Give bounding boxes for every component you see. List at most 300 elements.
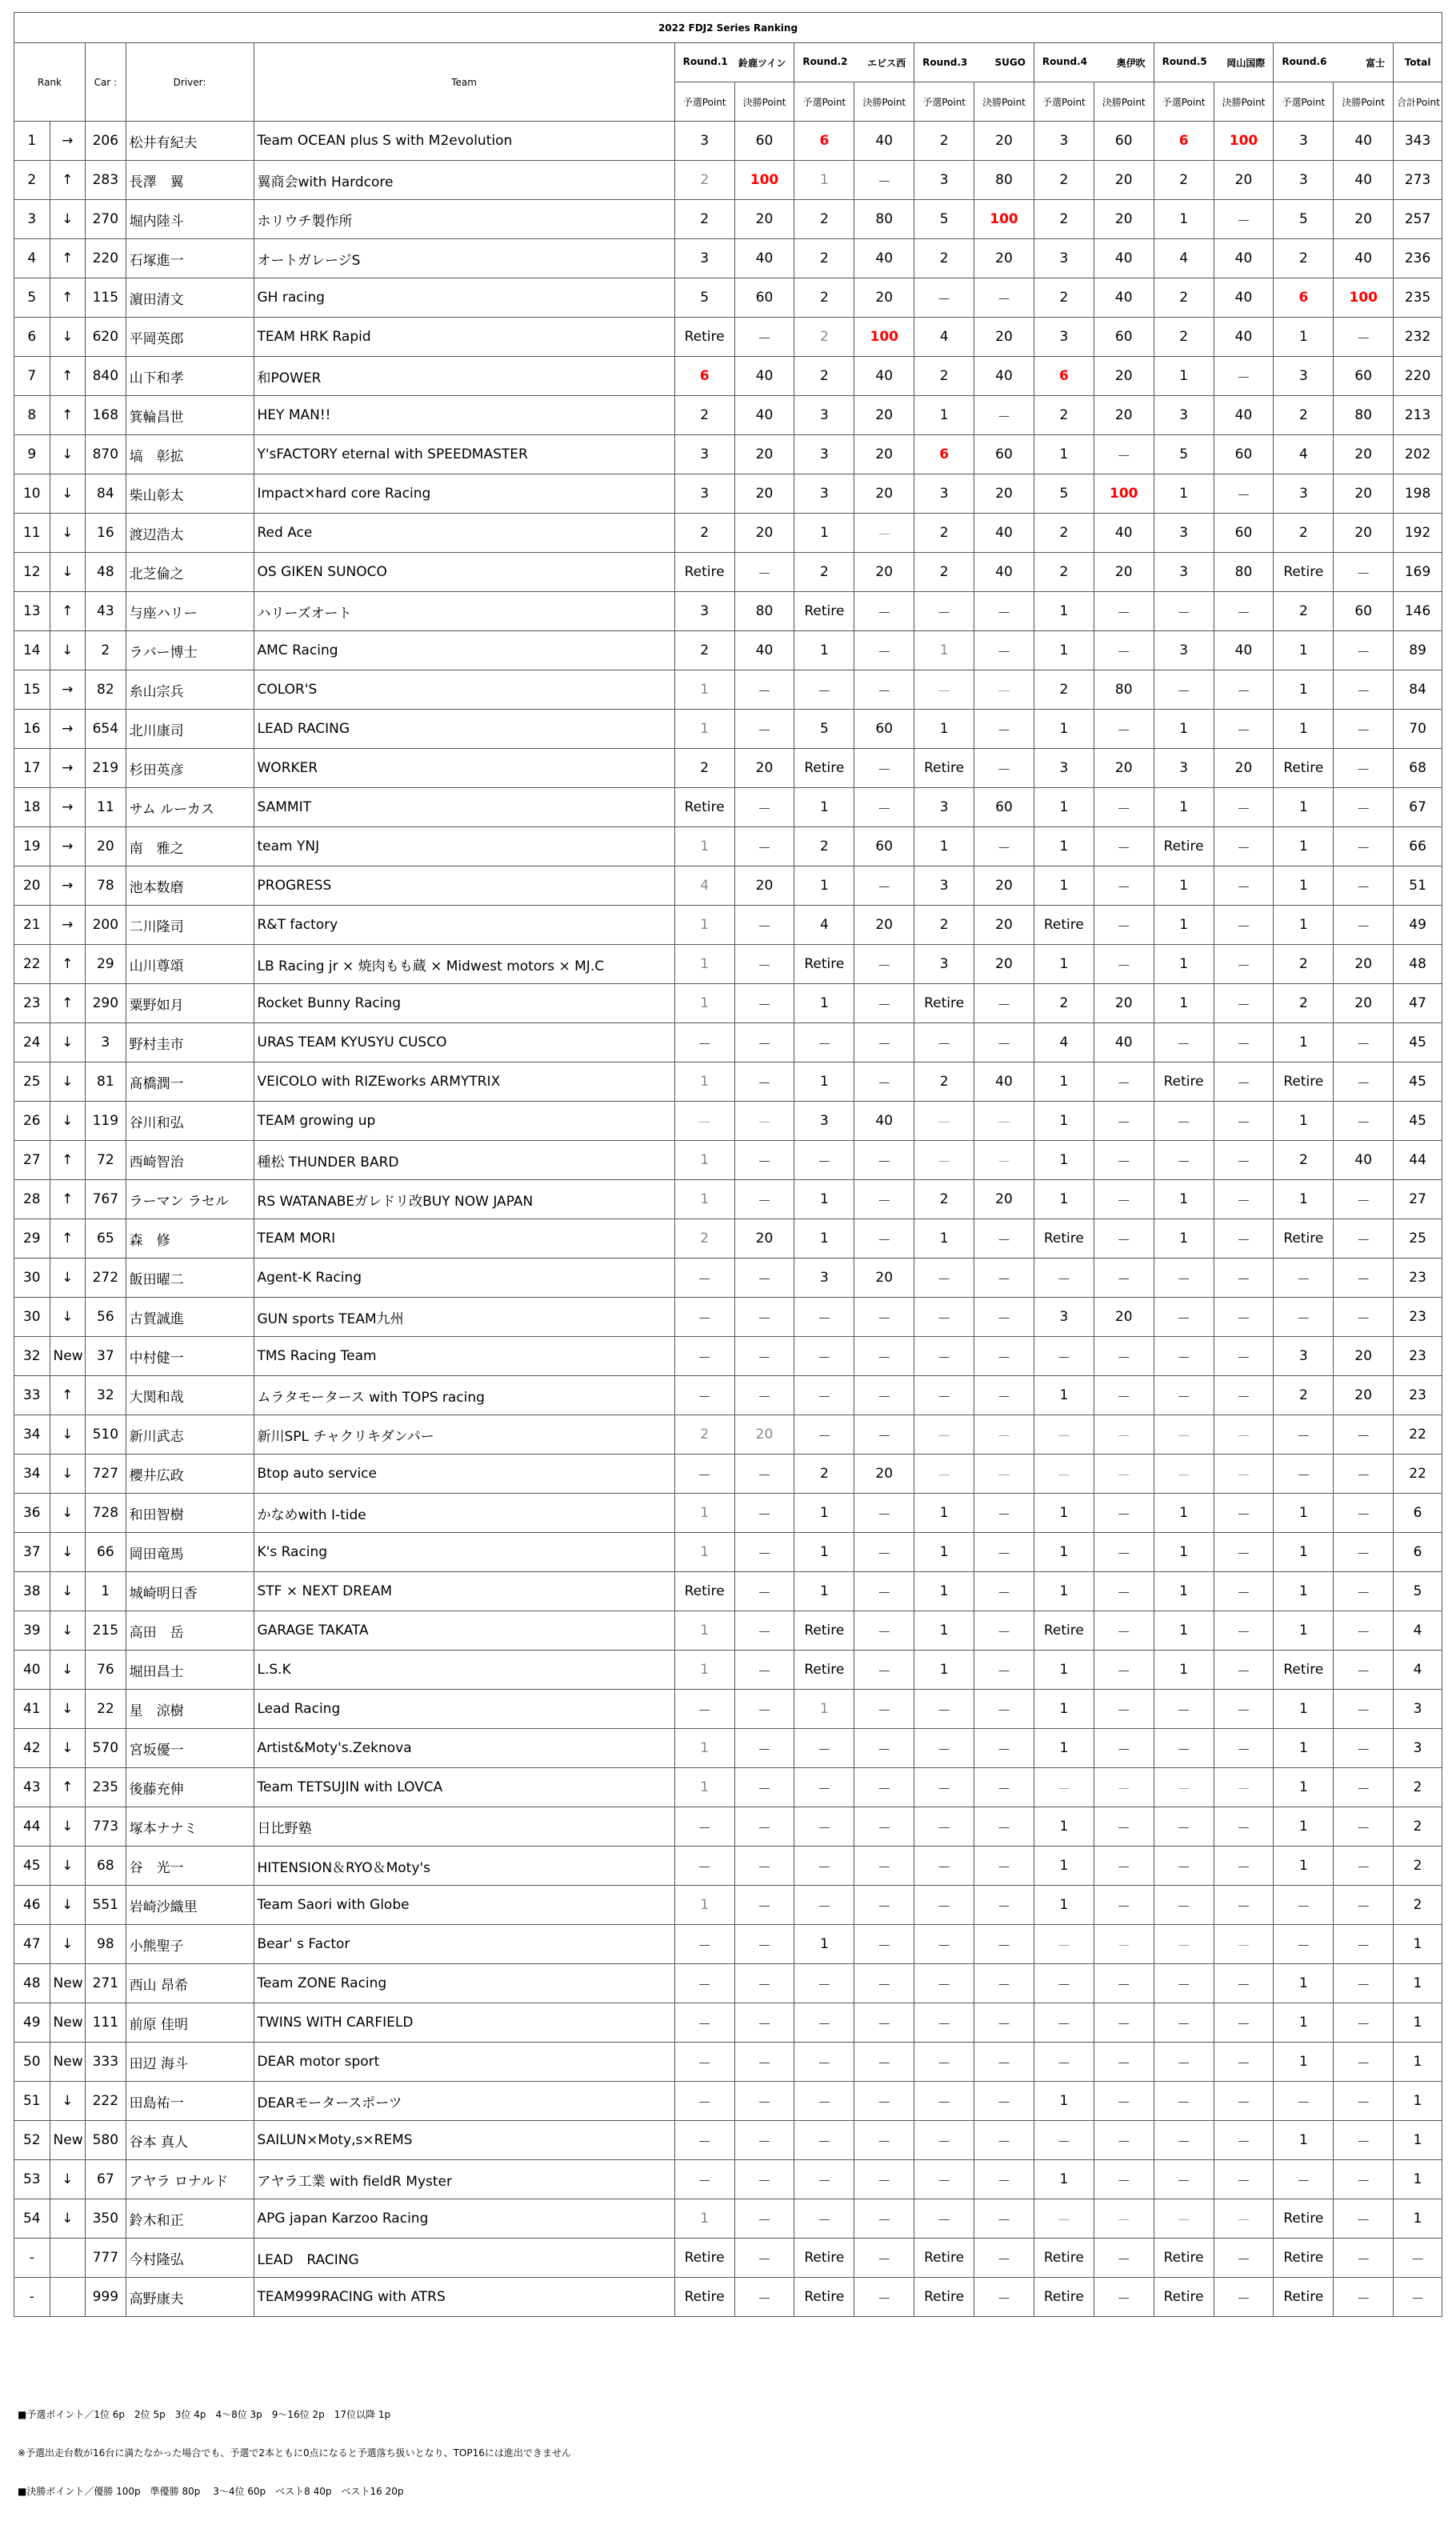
qual-point-cell: 1	[674, 1062, 734, 1102]
final-point-cell: －	[974, 1847, 1034, 1886]
final-point-cell: －	[1094, 1415, 1154, 1455]
qual-point-cell: －	[1274, 2160, 1334, 2199]
final-point-cell: －	[1334, 710, 1394, 749]
final-point-cell: －	[974, 396, 1034, 435]
round-label: Round.3	[922, 57, 968, 68]
table-row	[14, 2043, 1442, 2082]
qual-point-cell: 1	[674, 945, 734, 984]
final-point-cell: －	[1334, 1690, 1394, 1729]
team-cell: オートガレージS	[254, 239, 674, 278]
qual-point-cell: 1	[794, 788, 854, 827]
team-cell: TEAM999RACING with ATRS	[254, 2278, 674, 2317]
final-point-cell: －	[734, 2199, 794, 2239]
total-point-cell: 22	[1394, 1455, 1442, 1494]
table-row	[14, 474, 1442, 514]
table-row	[14, 1298, 1442, 1337]
total-point-cell: 45	[1394, 1023, 1442, 1062]
driver-cell: 髙橋潤一	[126, 1062, 254, 1102]
car-number-cell: 728	[86, 1494, 126, 1533]
qual-point-cell: 1	[794, 1925, 854, 1964]
qual-point-cell: 3	[1154, 514, 1214, 553]
table-row	[14, 945, 1442, 984]
qual-point-cell: 3	[1154, 749, 1214, 788]
qual-point-cell: 2	[1274, 984, 1334, 1023]
rank-cell: -	[14, 2278, 50, 2317]
qual-point-cell: 1	[914, 631, 974, 670]
qual-point-cell: 6	[914, 435, 974, 474]
qual-point-cell: －	[1034, 1415, 1094, 1455]
trend-cell: ↓	[50, 1807, 86, 1847]
final-point-cell: 60	[734, 122, 794, 161]
final-point-cell: －	[734, 670, 794, 710]
final-point-cell: －	[1214, 1729, 1274, 1768]
table-row	[14, 1102, 1442, 1141]
qual-point-cell: 2	[1154, 161, 1214, 200]
driver-cell: 古賀誠進	[126, 1298, 254, 1337]
qual-point-cell: 2	[1274, 945, 1334, 984]
final-point-cell: －	[854, 2160, 914, 2199]
final-point-cell: 20	[854, 435, 914, 474]
car-number-cell: 222	[86, 2082, 126, 2121]
qual-point-cell: －	[914, 1023, 974, 1062]
qual-point-cell: －	[794, 1847, 854, 1886]
total-point-cell: 22	[1394, 1415, 1442, 1455]
total-point-cell: －	[1394, 2239, 1442, 2278]
team-cell: Red Ace	[254, 514, 674, 553]
rank-cell: 39	[14, 1611, 50, 1651]
header-car: Car :	[86, 43, 126, 122]
rank-cell: 28	[14, 1180, 50, 1219]
qual-point-cell: 1	[914, 1494, 974, 1533]
qual-point-cell: 4	[1154, 239, 1214, 278]
qual-point-cell: －	[914, 1729, 974, 1768]
qual-point-cell: 5	[1274, 200, 1334, 239]
team-cell: LEAD RACING	[254, 710, 674, 749]
final-point-cell: －	[974, 1611, 1034, 1651]
final-point-cell: 20	[1094, 161, 1154, 200]
final-point-cell: －	[974, 1494, 1034, 1533]
car-number-cell: 620	[86, 318, 126, 357]
qual-point-cell: －	[794, 670, 854, 710]
final-point-cell: －	[1214, 2199, 1274, 2239]
rank-cell: 53	[14, 2160, 50, 2199]
car-number-cell: 68	[86, 1847, 126, 1886]
driver-cell: 塙 彰拡	[126, 435, 254, 474]
final-point-cell: －	[974, 1964, 1034, 2003]
total-point-cell: 3	[1394, 1729, 1442, 1768]
round-venue: 鈴鹿ツイン	[738, 57, 786, 69]
qual-point-cell: 1	[1154, 474, 1214, 514]
qual-point-cell: －	[1154, 1337, 1214, 1376]
final-point-cell: －	[974, 1102, 1034, 1141]
qual-point-cell: －	[1154, 1886, 1214, 1925]
final-point-cell: －	[734, 1376, 794, 1415]
trend-cell: ↓	[50, 1298, 86, 1337]
trend-cell: ↓	[50, 1455, 86, 1494]
final-point-cell: －	[1334, 749, 1394, 788]
team-cell: アヤラ工業 with fieldR Myster	[254, 2160, 674, 2199]
final-point-cell: －	[854, 1062, 914, 1102]
qual-point-cell: －	[1154, 2121, 1214, 2160]
qual-point-cell: 2	[914, 906, 974, 945]
driver-cell: 中村健一	[126, 1337, 254, 1376]
total-point-cell: 343	[1394, 122, 1442, 161]
car-number-cell: 235	[86, 1768, 126, 1807]
final-point-cell: －	[734, 1141, 794, 1180]
final-point-cell: －	[1214, 1337, 1274, 1376]
qual-point-cell: Retire	[794, 2239, 854, 2278]
qual-point-cell: 3	[914, 866, 974, 906]
trend-cell: ↓	[50, 2160, 86, 2199]
table-row	[14, 553, 1442, 592]
final-point-cell: －	[1214, 1062, 1274, 1102]
final-point-cell: －	[1334, 2160, 1394, 2199]
qual-point-cell: 2	[914, 357, 974, 396]
team-cell: TMS Racing Team	[254, 1337, 674, 1376]
qual-point-cell: 6	[1274, 278, 1334, 318]
driver-cell: 宮坂優一	[126, 1729, 254, 1768]
final-point-cell: －	[1334, 1886, 1394, 1925]
total-point-cell: 4	[1394, 1651, 1442, 1690]
final-point-cell: 20	[974, 945, 1034, 984]
final-point-cell: 40	[1094, 1023, 1154, 1062]
qual-point-cell: 1	[1034, 1141, 1094, 1180]
driver-cell: 北芝倫之	[126, 553, 254, 592]
car-number-cell: 570	[86, 1729, 126, 1768]
ranking-sheet	[14, 12, 1442, 2317]
rank-cell: 21	[14, 906, 50, 945]
qual-point-cell: 1	[674, 1729, 734, 1768]
trend-cell: →	[50, 866, 86, 906]
qual-point-cell: 1	[794, 1572, 854, 1611]
final-point-cell: －	[1214, 2043, 1274, 2082]
final-point-cell: 40	[974, 514, 1034, 553]
qual-point-cell: －	[674, 1690, 734, 1729]
final-point-cell: －	[1094, 631, 1154, 670]
final-point-cell: －	[734, 1847, 794, 1886]
qual-point-cell: Retire	[1034, 906, 1094, 945]
total-point-cell: 1	[1394, 2121, 1442, 2160]
qual-point-cell: 1	[794, 161, 854, 200]
driver-cell: 西崎智治	[126, 1141, 254, 1180]
qual-point-cell: 4	[914, 318, 974, 357]
final-point-cell: －	[854, 2121, 914, 2160]
trend-cell: →	[50, 788, 86, 827]
team-cell: 和POWER	[254, 357, 674, 396]
final-point-cell: 40	[1214, 631, 1274, 670]
qual-point-cell: Retire	[674, 553, 734, 592]
final-point-cell: －	[1094, 1651, 1154, 1690]
qual-point-cell: －	[794, 1141, 854, 1180]
car-number-cell: 272	[86, 1258, 126, 1298]
qual-point-cell: 1	[1154, 866, 1214, 906]
final-point-cell: －	[1214, 2278, 1274, 2317]
team-cell: GH racing	[254, 278, 674, 318]
header-sum-point: 合計Point	[1394, 82, 1442, 122]
note-qualifying-points: ■予選ポイント／1位 6p 2位 5p 3位 4p 4～8位 3p 9～16位 2p 17位以降 1p	[18, 2409, 391, 2420]
driver-cell: 南 雅之	[126, 827, 254, 866]
qual-point-cell: －	[674, 1023, 734, 1062]
final-point-cell: －	[1094, 2082, 1154, 2121]
car-number-cell: 111	[86, 2003, 126, 2043]
header-qual-point: 予選Point	[1274, 82, 1334, 122]
qual-point-cell: 2	[674, 631, 734, 670]
rank-cell: 2	[14, 161, 50, 200]
final-point-cell: －	[1214, 1651, 1274, 1690]
qual-point-cell: 1	[914, 1611, 974, 1651]
rank-cell: -	[14, 2239, 50, 2278]
table-row	[14, 984, 1442, 1023]
rank-cell: 10	[14, 474, 50, 514]
final-point-cell: －	[1214, 1141, 1274, 1180]
rank-cell: 49	[14, 2003, 50, 2043]
car-number-cell: 65	[86, 1219, 126, 1258]
final-point-cell: 20	[1334, 514, 1394, 553]
round-venue: 岡山国際	[1226, 57, 1266, 69]
final-point-cell: －	[1214, 1180, 1274, 1219]
final-point-cell: －	[1094, 2199, 1154, 2239]
car-number-cell: 510	[86, 1415, 126, 1455]
trend-cell: ↑	[50, 1376, 86, 1415]
final-point-cell: －	[1214, 670, 1274, 710]
qual-point-cell: 1	[1034, 1729, 1094, 1768]
trend-cell: ↓	[50, 2082, 86, 2121]
total-point-cell: 198	[1394, 474, 1442, 514]
header-round-5	[1154, 43, 1274, 82]
qual-point-cell: 4	[794, 906, 854, 945]
table-row	[14, 200, 1442, 239]
qual-point-cell: 2	[1034, 670, 1094, 710]
qual-point-cell: 3	[1154, 631, 1214, 670]
qual-point-cell: Retire	[674, 788, 734, 827]
driver-cell: 石塚進一	[126, 239, 254, 278]
trend-cell: ↑	[50, 1141, 86, 1180]
final-point-cell: －	[734, 1258, 794, 1298]
qual-point-cell: 1	[1154, 357, 1214, 396]
qual-point-cell: －	[1274, 1258, 1334, 1298]
final-point-cell: －	[1334, 2239, 1394, 2278]
total-point-cell: 49	[1394, 906, 1442, 945]
total-point-cell: 44	[1394, 1141, 1442, 1180]
qual-point-cell: －	[1154, 1415, 1214, 1455]
final-point-cell: －	[734, 1023, 794, 1062]
final-point-cell: －	[1094, 1376, 1154, 1415]
final-point-cell: －	[1214, 474, 1274, 514]
qual-point-cell: 1	[1154, 1651, 1214, 1690]
round-venue: SUGO	[994, 57, 1026, 68]
final-point-cell: －	[854, 1376, 914, 1415]
qual-point-cell: 1	[1274, 1807, 1334, 1847]
qual-point-cell: 1	[674, 1611, 734, 1651]
total-point-cell: 23	[1394, 1298, 1442, 1337]
final-point-cell: －	[734, 1533, 794, 1572]
total-point-cell: 192	[1394, 514, 1442, 553]
qual-point-cell: －	[1034, 2121, 1094, 2160]
final-point-cell: －	[1334, 1611, 1394, 1651]
driver-cell: 高田 岳	[126, 1611, 254, 1651]
final-point-cell: －	[734, 1102, 794, 1141]
qual-point-cell: －	[914, 1415, 974, 1455]
table-row	[14, 435, 1442, 474]
final-point-cell: －	[1094, 1847, 1154, 1886]
team-cell: 種松 THUNDER BARD	[254, 1141, 674, 1180]
final-point-cell: －	[854, 1533, 914, 1572]
team-cell: WORKER	[254, 749, 674, 788]
qual-point-cell: －	[674, 1807, 734, 1847]
rank-cell: 4	[14, 239, 50, 278]
total-point-cell: 1	[1394, 2160, 1442, 2199]
final-point-cell: －	[1094, 2043, 1154, 2082]
qual-point-cell: 1	[1154, 1572, 1214, 1611]
qual-point-cell: －	[1034, 1455, 1094, 1494]
team-cell: Y'sFACTORY eternal with SPEEDMASTER	[254, 435, 674, 474]
table-row	[14, 2160, 1442, 2199]
total-point-cell: 27	[1394, 1180, 1442, 1219]
total-point-cell: 220	[1394, 357, 1442, 396]
rank-cell: 50	[14, 2043, 50, 2082]
qual-point-cell: －	[914, 2082, 974, 2121]
trend-cell	[50, 2278, 86, 2317]
final-point-cell: 20	[734, 866, 794, 906]
qual-point-cell: 1	[1034, 1886, 1094, 1925]
driver-cell: 城崎明日香	[126, 1572, 254, 1611]
qual-point-cell: 1	[1274, 2121, 1334, 2160]
final-point-cell: 100	[1094, 474, 1154, 514]
final-point-cell: －	[974, 1533, 1034, 1572]
final-point-cell: －	[974, 1376, 1034, 1415]
qual-point-cell: 2	[794, 1455, 854, 1494]
driver-cell: 山川尊頌	[126, 945, 254, 984]
qual-point-cell: 2	[674, 161, 734, 200]
total-point-cell: 23	[1394, 1258, 1442, 1298]
qual-point-cell: －	[914, 1847, 974, 1886]
team-cell: Lead Racing	[254, 1690, 674, 1729]
final-point-cell: －	[1094, 788, 1154, 827]
qual-point-cell: 1	[1274, 1180, 1334, 1219]
qual-point-cell: －	[914, 2043, 974, 2082]
rank-cell: 30	[14, 1298, 50, 1337]
final-point-cell: 60	[1334, 592, 1394, 631]
final-point-cell: 20	[1334, 200, 1394, 239]
rank-cell: 11	[14, 514, 50, 553]
qual-point-cell: Retire	[674, 2278, 734, 2317]
qual-point-cell: －	[914, 1141, 974, 1180]
qual-point-cell: 2	[674, 1219, 734, 1258]
final-point-cell: 40	[1334, 161, 1394, 200]
rank-cell: 1	[14, 122, 50, 161]
trend-cell: ↓	[50, 553, 86, 592]
table-row	[14, 278, 1442, 318]
final-point-cell: －	[974, 2003, 1034, 2043]
car-number-cell: 767	[86, 1180, 126, 1219]
final-point-cell: 20	[1094, 984, 1154, 1023]
car-number-cell: 270	[86, 200, 126, 239]
total-point-cell: 2	[1394, 1807, 1442, 1847]
final-point-cell: 100	[1214, 122, 1274, 161]
qual-point-cell: 1	[1034, 1651, 1094, 1690]
qual-point-cell: Retire	[794, 1651, 854, 1690]
final-point-cell: －	[1094, 2239, 1154, 2278]
qual-point-cell: －	[674, 1376, 734, 1415]
qual-point-cell: Retire	[1274, 2278, 1334, 2317]
qual-point-cell: Retire	[1154, 827, 1214, 866]
qual-point-cell: 1	[1274, 1729, 1334, 1768]
rank-cell: 8	[14, 396, 50, 435]
note-qualifying-rule: ※予選出走台数が16台に満たなかった場合でも、予選で2本ともに0点になると予選落ち扱いとなり、TOP16には進出できません	[18, 2447, 571, 2459]
driver-cell: 谷本 真人	[126, 2121, 254, 2160]
final-point-cell: 60	[1094, 122, 1154, 161]
car-number-cell: 82	[86, 670, 126, 710]
qual-point-cell: 2	[794, 827, 854, 866]
rank-cell: 12	[14, 553, 50, 592]
car-number-cell: 48	[86, 553, 126, 592]
table-row	[14, 710, 1442, 749]
table-row	[14, 1141, 1442, 1180]
header-round-3	[914, 43, 1034, 82]
driver-cell: 杉田英彦	[126, 749, 254, 788]
final-point-cell: －	[854, 1651, 914, 1690]
final-point-cell: －	[1214, 1455, 1274, 1494]
final-point-cell: 60	[1214, 435, 1274, 474]
car-number-cell: 215	[86, 1611, 126, 1651]
qual-point-cell: Retire	[914, 749, 974, 788]
round-label: Round.5	[1162, 55, 1207, 67]
team-cell: Team Saori with Globe	[254, 1886, 674, 1925]
rank-cell: 24	[14, 1023, 50, 1062]
table-row	[14, 1062, 1442, 1102]
trend-cell: ↓	[50, 1023, 86, 1062]
final-point-cell: 20	[974, 318, 1034, 357]
driver-cell: 与座ハリー	[126, 592, 254, 631]
rank-cell: 34	[14, 1415, 50, 1455]
final-point-cell: 20	[734, 514, 794, 553]
final-point-cell: －	[1214, 1102, 1274, 1141]
qual-point-cell: －	[1274, 1925, 1334, 1964]
final-point-cell: －	[854, 1807, 914, 1847]
round-label: Round.6	[1282, 55, 1327, 67]
qual-point-cell: 1	[914, 827, 974, 866]
driver-cell: 池本数磨	[126, 866, 254, 906]
final-point-cell: －	[854, 1180, 914, 1219]
driver-cell: 鈴木和正	[126, 2199, 254, 2239]
trend-cell: →	[50, 906, 86, 945]
total-point-cell: 6	[1394, 1533, 1442, 1572]
table-row	[14, 788, 1442, 827]
qual-point-cell: －	[1034, 2043, 1094, 2082]
qual-point-cell: 2	[674, 200, 734, 239]
qual-point-cell: 2	[794, 318, 854, 357]
team-cell: DEAR motor sport	[254, 2043, 674, 2082]
qual-point-cell: －	[914, 1455, 974, 1494]
team-cell: TEAM MORI	[254, 1219, 674, 1258]
qual-point-cell: －	[794, 2121, 854, 2160]
trend-cell: ↑	[50, 1219, 86, 1258]
final-point-cell: －	[1334, 318, 1394, 357]
final-point-cell: －	[974, 1807, 1034, 1847]
qual-point-cell: 3	[1034, 239, 1094, 278]
final-point-cell: －	[1094, 1886, 1154, 1925]
qual-point-cell: 1	[794, 1494, 854, 1533]
qual-point-cell: 1	[1274, 788, 1334, 827]
qual-point-cell: 1	[1154, 788, 1214, 827]
final-point-cell: －	[1214, 2160, 1274, 2199]
driver-cell: 二川隆司	[126, 906, 254, 945]
rank-cell: 46	[14, 1886, 50, 1925]
team-cell: かなめwith I-tide	[254, 1494, 674, 1533]
qual-point-cell: 1	[1034, 592, 1094, 631]
final-point-cell: －	[734, 827, 794, 866]
qual-point-cell: －	[794, 2160, 854, 2199]
